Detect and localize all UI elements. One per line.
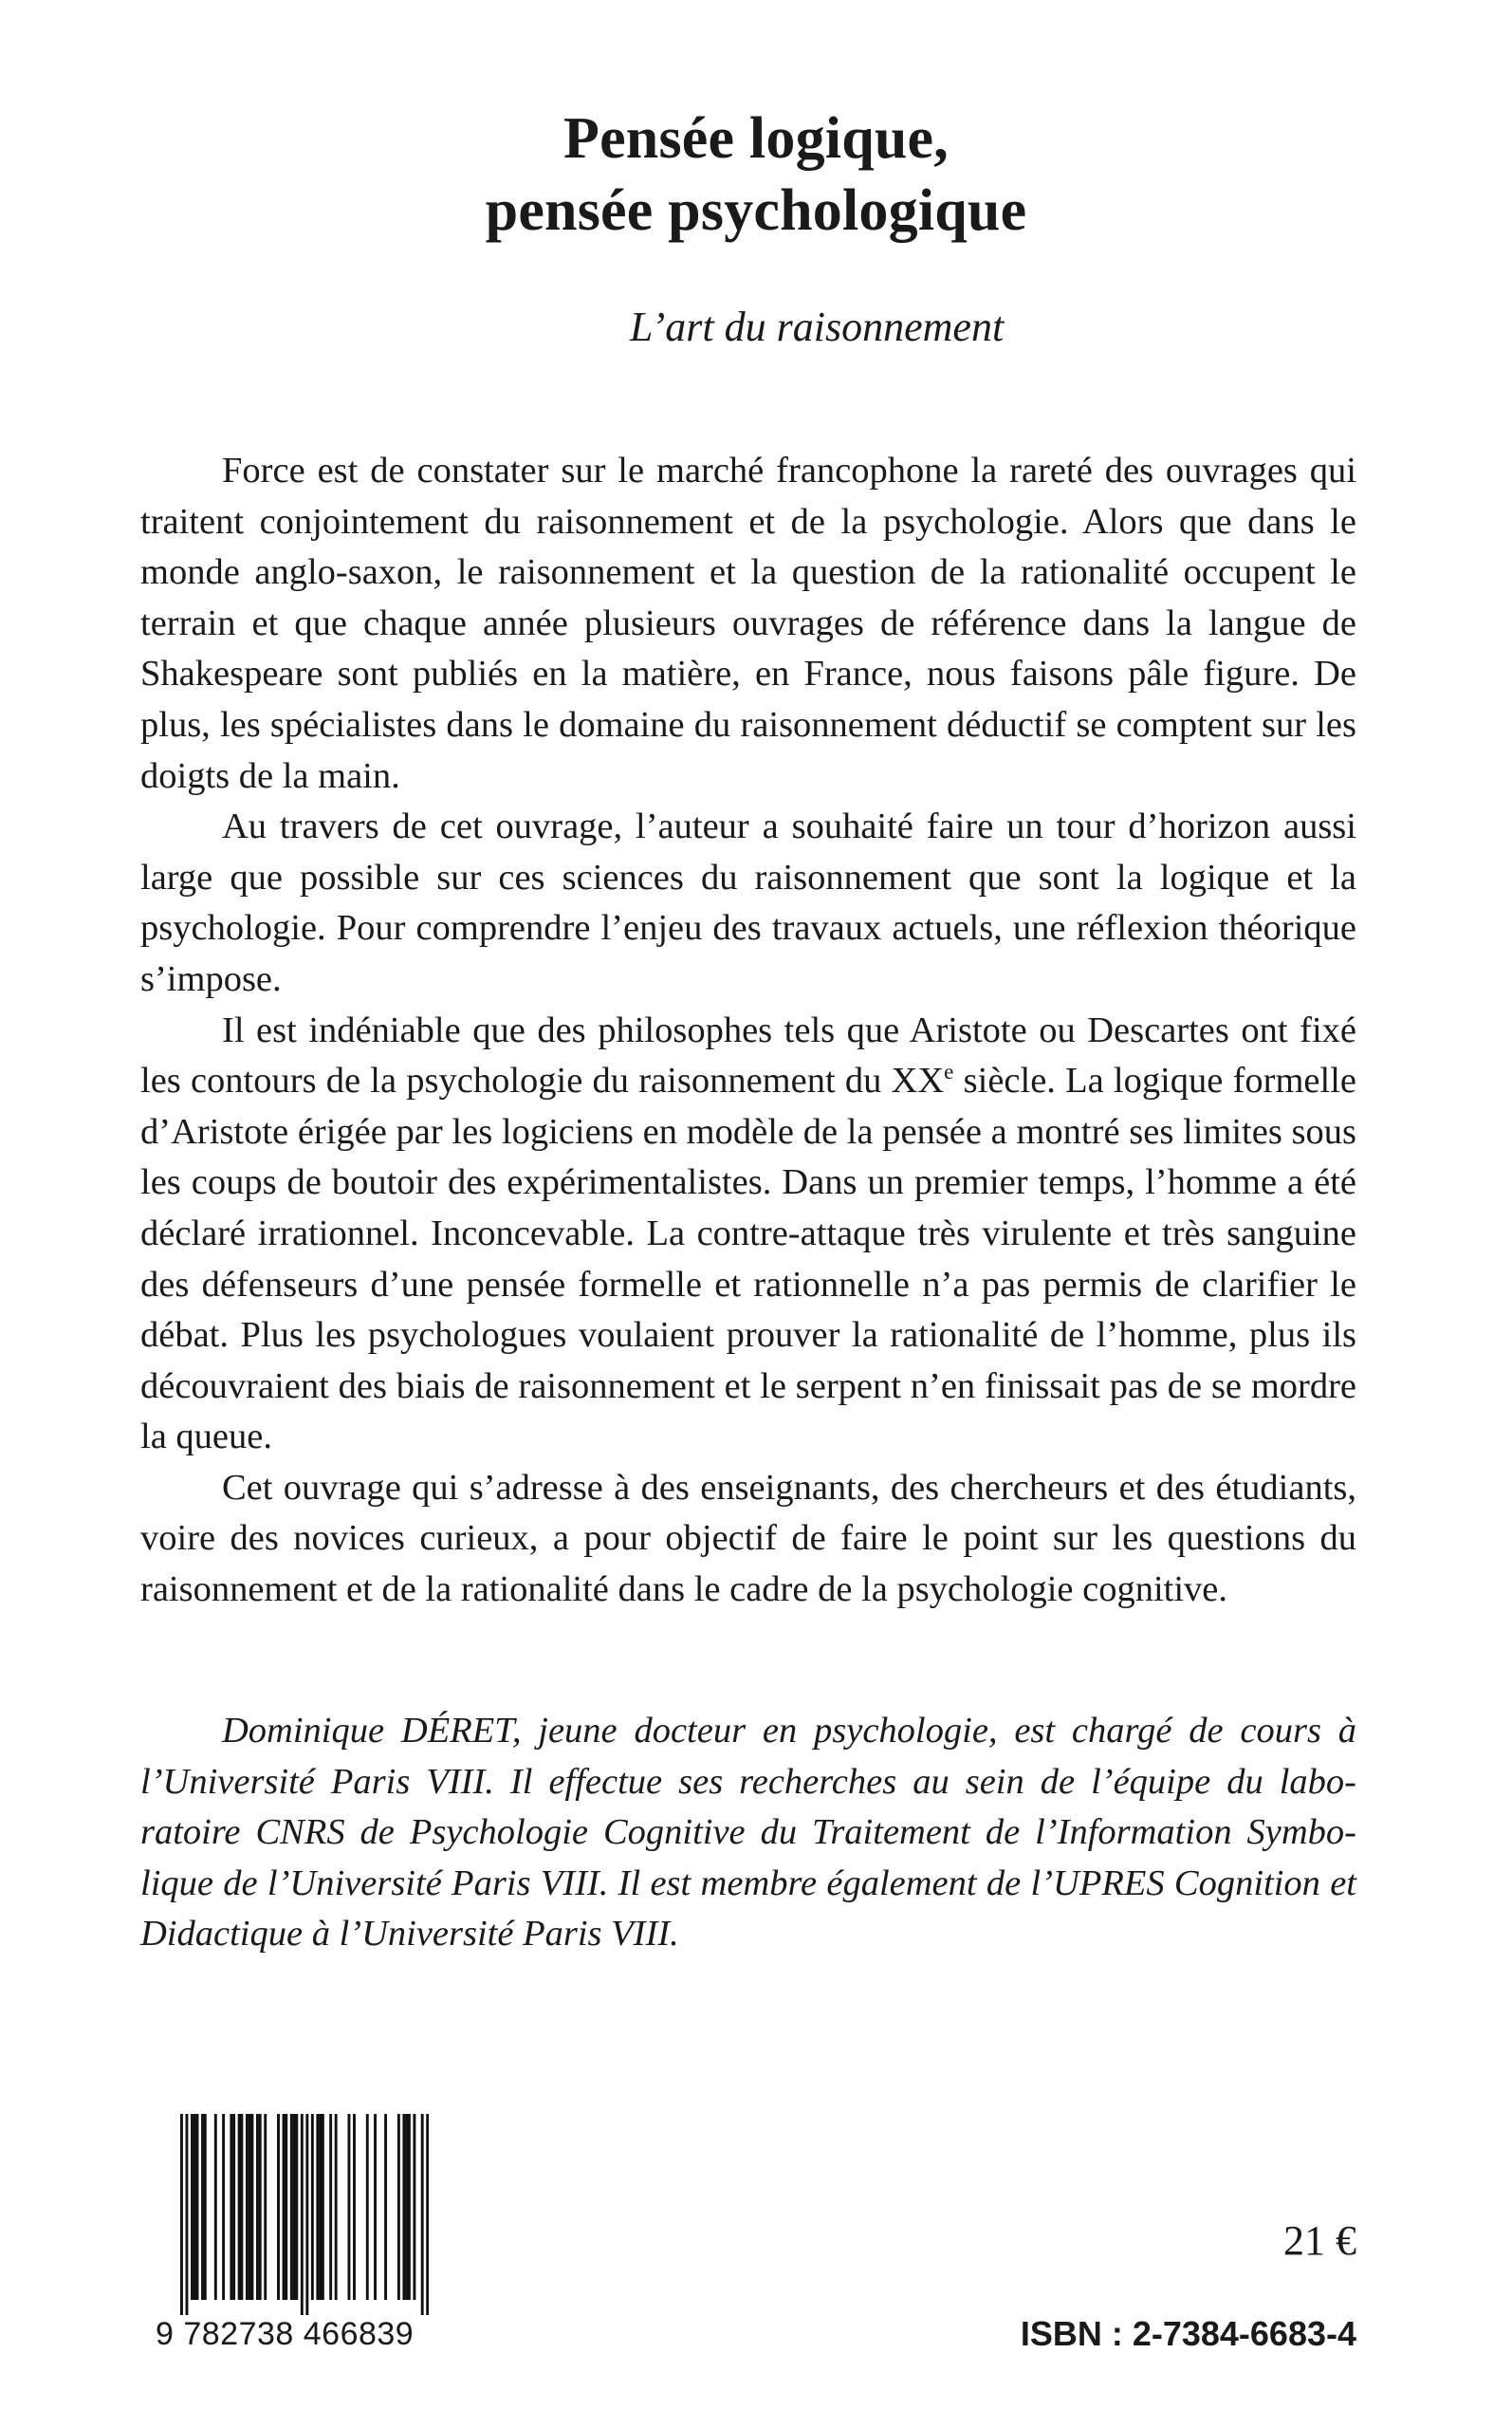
barcode-bar (305, 2114, 308, 2315)
book-title (0, 102, 1512, 247)
barcode-bar (283, 2114, 286, 2300)
barcode-bar (194, 2114, 196, 2300)
book-title-line-1: Pensée logique, (563, 106, 949, 171)
barcode-bar (316, 2114, 319, 2300)
barcode-bar (204, 2114, 207, 2300)
barcode-bar (249, 2114, 251, 2300)
barcode-bars (180, 2114, 429, 2315)
barcode-bar (259, 2114, 262, 2300)
barcode-bar (311, 2114, 314, 2300)
barcode-bar (180, 2114, 183, 2315)
barcode-bar (402, 2114, 405, 2300)
barcode-bar (238, 2114, 241, 2300)
barcode-bar (397, 2114, 400, 2300)
barcode-bar (366, 2114, 369, 2300)
summary-paragraph-3-end: siècle. La logique formelle d’Aristote érigée par les logiciens en modèle de la pensée a montré ses limites sous les coups de boutoir des expérimentalistes. Dans un premier temps, l’homme a été déclaré irrationnel. Inconcevable. La contre-attaque très virulente et très sanguine des défenseurs d’une pensée formelle et rationnelle n’a pas permis de clarifier le débat. Plus les psychologues voulaient prouver la rationalité de l’homme, plus ils découvraient des biais de raisonnement et le serpent n’en finissait pas de se mordre la queue. (140, 1061, 1357, 1457)
barcode-bar (214, 2114, 217, 2300)
barcode-bar (348, 2114, 351, 2300)
barcode-bar (232, 2114, 235, 2300)
barcode-bar (285, 2114, 287, 2300)
summary-paragraph-1: Force est de constater sur le marché francophone la rareté des ouvrages qui traitent conjointement du raisonnement et de la psychologie. Alors que dans le monde anglo-saxon, le raisonnement et la question de la rationalité occupent le terrain et que chaque année plusieurs ouvrages de référence dans la langue de Shakespeare sont publiés en la matière, en France, nous faisons pâle figure. De plus, les spécialistes dans le domaine du raisonnement déductif se comptent sur les doigts de la main. (140, 451, 1356, 796)
barcode-bar (413, 2114, 415, 2300)
barcode-bar (301, 2114, 304, 2315)
barcode-bar (408, 2114, 411, 2300)
barcode-bar (290, 2114, 293, 2300)
barcode-bar (222, 2114, 225, 2300)
barcode-bar (384, 2114, 387, 2300)
barcode-bar (329, 2114, 332, 2300)
summary-paragraph-3-start: Il est indéniable que des philosophes tels que Aristote ou Descartes ont fixé les contours de la psychologie du raisonnement du XX (140, 1010, 1356, 1102)
barcode-bar (374, 2114, 377, 2300)
barcode-bar (277, 2114, 280, 2300)
summary-paragraph-3 (140, 1006, 1356, 1463)
barcode-bar (250, 2114, 253, 2300)
barcode-bar (405, 2114, 408, 2300)
author-bio: Dominique DÉRET, jeune docteur en psychologie, est chargé de cours à l’Université Paris VIII. Il effectue ses recherches au sein de l’équipe du laboratoire CNRS de Psychologie Cognitive du Traitement de l’Information Symbolique de l’Université Paris VIII. Il est membre également de l’UPRES Cognition et Didactique à l’Université Paris VIII. (140, 1711, 1356, 1955)
barcode-bar (256, 2114, 259, 2300)
summary-paragraph-4: Cet ouvrage qui s’adresse à des enseignants, des chercheurs et des étudiants, voire des novices curieux, a pour objectif de faire le point sur les questions du raisonnement et de la rationalité dans le cadre de la psychologie cognitive. (140, 1467, 1356, 1610)
price: 21 € (1283, 2217, 1356, 2264)
barcode-bar (353, 2114, 356, 2300)
summary-text (140, 446, 1356, 1616)
book-title-line-2: pensée psychologique (485, 178, 1027, 243)
barcode-bar (196, 2114, 199, 2300)
barcode-digits: 9 782738 466839 (156, 2316, 415, 2352)
book-subtitle: L’art du raisonnement (629, 304, 1005, 350)
summary-paragraph-2: Au travers de cet ouvrage, l’auteur a souhaité faire un tour d’horizon aussi large que possible sur ces sciences du raisonnement que sont la logique et la psychologie. Pour comprendre l’enjeu des travaux actuels, une réflexion théorique s’impose. (140, 806, 1356, 999)
barcode-bar (426, 2114, 429, 2315)
barcode (156, 2114, 433, 2351)
barcode-bar (335, 2114, 338, 2300)
barcode-bar (186, 2114, 189, 2315)
century-superscript: e (944, 1059, 954, 1084)
barcode-bar (319, 2114, 322, 2300)
barcode-bar (246, 2114, 249, 2300)
barcode-bar (191, 2114, 194, 2300)
barcode-bar (421, 2114, 424, 2315)
isbn: ISBN : 2-7384-6683-4 (1020, 2314, 1356, 2353)
barcode-bar (322, 2114, 324, 2300)
barcode-bar (293, 2114, 296, 2300)
barcode-bar (201, 2114, 204, 2300)
barcode-bar (264, 2114, 267, 2300)
barcode-bar (295, 2114, 298, 2300)
barcode-bar (230, 2114, 232, 2300)
barcode-bar (240, 2114, 243, 2300)
